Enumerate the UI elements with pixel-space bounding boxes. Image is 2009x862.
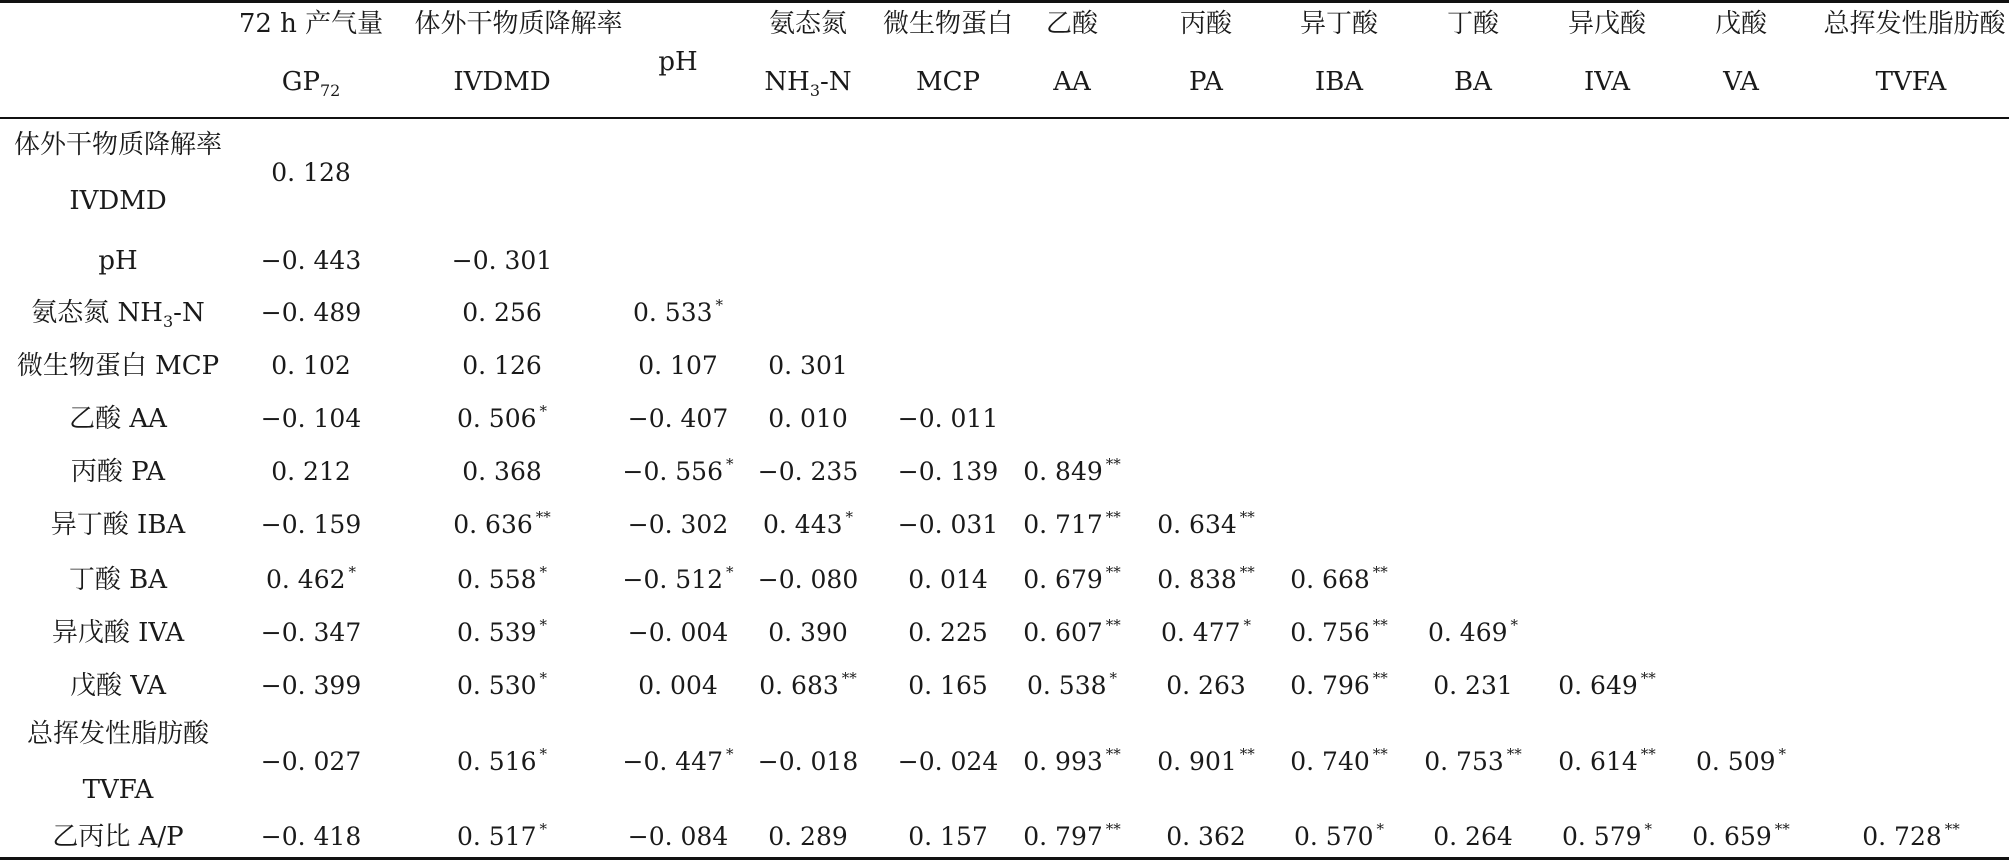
table-cell <box>422 616 582 650</box>
significance-mark: * <box>715 296 724 314</box>
cell-value: 0. 264 <box>1433 822 1513 851</box>
table-cell <box>231 563 391 597</box>
cell-value: −0. 347 <box>260 618 362 647</box>
row-label-tail: -N <box>173 298 205 328</box>
row-label <box>0 117 236 229</box>
column-header-abbr <box>1654 68 1829 96</box>
cell-value: −0. 399 <box>260 671 362 700</box>
table-cell <box>1259 563 1419 597</box>
cell-value: 0. 530 <box>456 671 537 700</box>
cell-value: 0. 225 <box>908 618 988 647</box>
cell-value: 0. 301 <box>768 351 848 380</box>
table-cell <box>422 508 582 542</box>
table-cell <box>231 672 391 700</box>
significance-mark: * <box>539 402 548 420</box>
table-cell <box>992 455 1152 489</box>
significance-mark: ** <box>1372 669 1388 687</box>
cell-value: 0. 165 <box>908 671 988 700</box>
column-header-zh: 乙酸 <box>1045 9 1098 39</box>
significance-mark: ** <box>1774 820 1790 838</box>
row-label-abbr: IVDMD <box>69 186 167 216</box>
table-cell <box>231 352 391 380</box>
column-abbr-text: IVA <box>1583 67 1631 97</box>
header-rule <box>0 117 2009 119</box>
table-cell <box>422 247 582 275</box>
row-label: 异丁酸 IBA <box>50 510 186 540</box>
table-cell <box>422 352 582 380</box>
row-label <box>0 299 236 336</box>
cell-value: −0. 302 <box>627 510 729 539</box>
column-abbr-text: TVFA <box>1875 67 1947 97</box>
cell-value: −0. 447 <box>622 747 723 776</box>
column-header-abbr <box>224 68 399 105</box>
row-label: pH <box>98 246 138 276</box>
table-cell <box>728 458 888 486</box>
cell-value: 0. 570 <box>1293 822 1374 851</box>
cell-value: 0. 679 <box>1023 565 1103 594</box>
cell-value: −0. 004 <box>627 618 729 647</box>
cell-value: 0. 558 <box>456 565 537 594</box>
cell-value: −0. 489 <box>260 298 362 327</box>
column-header-zh: 体外干物质降解率 <box>414 9 623 39</box>
column-abbr-text: VA <box>1723 67 1759 97</box>
row-label: 乙酸 AA <box>69 404 167 434</box>
table-cell <box>728 619 888 647</box>
cell-value: 0. 443 <box>762 510 843 539</box>
significance-mark: * <box>1778 745 1787 763</box>
row-label: 丙酸 PA <box>70 457 166 487</box>
cell-value: 0. 289 <box>768 822 848 851</box>
cell-value: −0. 443 <box>260 246 362 275</box>
table-cell <box>231 299 391 327</box>
significance-mark: * <box>539 669 548 687</box>
cell-value: 0. 477 <box>1160 618 1241 647</box>
significance-mark: ** <box>1105 616 1121 634</box>
column-header <box>224 10 399 110</box>
cell-value: 0. 901 <box>1157 747 1237 776</box>
significance-mark: ** <box>1944 820 1960 838</box>
cell-value: −0. 512 <box>622 565 723 594</box>
cell-value: 0. 849 <box>1023 457 1103 486</box>
top-rule <box>0 0 2009 3</box>
table-cell <box>231 405 391 433</box>
row-label: 异戊酸 IVA <box>51 618 185 648</box>
cell-value: 0. 362 <box>1166 822 1246 851</box>
significance-mark: ** <box>1506 745 1522 763</box>
table-cell <box>728 566 888 594</box>
significance-mark: ** <box>1640 745 1656 763</box>
cell-value: 0. 659 <box>1692 822 1772 851</box>
row-label-zh: 体外干物质降解率 <box>13 130 222 160</box>
significance-mark: * <box>725 745 734 763</box>
bottom-rule <box>0 857 2009 860</box>
column-header <box>1823 9 2006 110</box>
table-cell <box>728 669 888 703</box>
cell-value: 0. 107 <box>638 351 718 380</box>
cell-value: 0. 126 <box>462 351 542 380</box>
significance-mark: * <box>539 820 548 838</box>
column-header-zh: 氨态氮 <box>768 9 847 39</box>
cell-value: 0. 212 <box>271 457 351 486</box>
significance-mark: * <box>348 563 357 581</box>
row-label: 戊酸 VA <box>69 671 167 701</box>
cell-value: 0. 516 <box>456 747 537 776</box>
column-abbr-text: BA <box>1454 67 1492 97</box>
cell-value: −0. 011 <box>897 404 999 433</box>
row-label-abbr: TVFA <box>82 775 154 805</box>
table-cell <box>1126 508 1286 542</box>
cell-value: 0. 993 <box>1023 747 1103 776</box>
table-cell <box>1661 820 1821 854</box>
significance-mark: * <box>539 616 548 634</box>
column-header-zh: 丁酸 <box>1446 9 1499 39</box>
table-cell <box>231 458 391 486</box>
cell-value: −0. 159 <box>260 510 362 539</box>
significance-mark: * <box>1243 616 1252 634</box>
significance-mark: ** <box>1105 563 1121 581</box>
table-cell <box>1527 669 1687 703</box>
column-header <box>414 9 623 110</box>
table-cell <box>728 508 888 542</box>
table-cell <box>231 823 391 851</box>
cell-value: 0. 462 <box>265 565 346 594</box>
cell-value: 0. 649 <box>1558 671 1638 700</box>
column-header-abbr <box>1824 68 1999 96</box>
cell-value: 0. 102 <box>271 351 351 380</box>
table-cell <box>231 511 391 539</box>
significance-mark: ** <box>1640 669 1656 687</box>
significance-mark: ** <box>1239 745 1255 763</box>
cell-value: 0. 390 <box>768 618 848 647</box>
table-cell <box>231 247 391 275</box>
cell-value: −0. 018 <box>757 747 859 776</box>
cell-value: 0. 634 <box>1157 510 1237 539</box>
cell-value: 0. 263 <box>1166 671 1246 700</box>
row-label: 乙丙比 A/P <box>52 822 184 852</box>
significance-mark: ** <box>1239 563 1255 581</box>
column-abbr-text: IVDMD <box>453 67 551 97</box>
cell-value: 0. 614 <box>1558 747 1638 776</box>
cell-value: 0. 668 <box>1290 565 1370 594</box>
cell-value: −0. 407 <box>627 404 729 433</box>
cell-value: 0. 579 <box>1561 822 1642 851</box>
table-cell <box>422 745 582 779</box>
table-cell <box>1393 616 1553 650</box>
table-cell <box>231 748 391 776</box>
table-cell <box>231 619 391 647</box>
cell-value: 0. 509 <box>1695 747 1776 776</box>
cell-value: 0. 010 <box>768 404 848 433</box>
column-header <box>1654 10 1829 110</box>
significance-mark: * <box>539 745 548 763</box>
cell-value: −0. 104 <box>260 404 362 433</box>
cell-value: 0. 157 <box>908 822 988 851</box>
column-header-abbr <box>415 68 590 96</box>
column-abbr-tail: -N <box>820 67 852 97</box>
cell-value: 0. 636 <box>453 510 533 539</box>
cell-value: −0. 080 <box>757 565 859 594</box>
row-label-subscript: 3 <box>162 312 174 332</box>
significance-mark: ** <box>1105 455 1121 473</box>
cell-value: 0. 014 <box>908 565 988 594</box>
table-cell <box>422 402 582 436</box>
cell-value: −0. 027 <box>260 747 362 776</box>
cell-value: 0. 796 <box>1290 671 1370 700</box>
cell-value: −0. 084 <box>627 822 729 851</box>
row-label: 丁酸 BA <box>68 565 168 595</box>
significance-mark: * <box>845 508 854 526</box>
column-header-zh: 异戊酸 <box>1567 9 1646 39</box>
significance-mark: * <box>1376 820 1385 838</box>
significance-mark: * <box>1644 820 1653 838</box>
cell-value: −0. 301 <box>451 246 553 275</box>
table-cell <box>728 405 888 433</box>
column-abbr-subscript: 72 <box>319 81 341 101</box>
cell-value: −0. 139 <box>897 457 999 486</box>
column-abbr-subscript: 3 <box>809 81 821 101</box>
cell-value: 0. 231 <box>1433 671 1513 700</box>
column-abbr-text: GP <box>281 67 320 97</box>
cell-value: 0. 538 <box>1026 671 1107 700</box>
cell-value: 0. 683 <box>759 671 839 700</box>
significance-mark: ** <box>1372 745 1388 763</box>
cell-value: −0. 031 <box>897 510 999 539</box>
significance-mark: * <box>539 563 548 581</box>
table-cell <box>422 563 582 597</box>
cell-value: 0. 797 <box>1023 822 1103 851</box>
cell-value: 0. 753 <box>1424 747 1504 776</box>
significance-mark: ** <box>1372 616 1388 634</box>
table-cell <box>231 159 391 187</box>
column-header-zh: 丙酸 <box>1179 9 1232 39</box>
cell-value: −0. 556 <box>622 457 723 486</box>
row-label <box>0 706 236 818</box>
column-header-zh: 微生物蛋白 <box>882 9 1013 39</box>
column-abbr-text: PA <box>1189 67 1223 97</box>
significance-mark: ** <box>1372 563 1388 581</box>
table-cell <box>422 669 582 703</box>
significance-mark: ** <box>535 508 551 526</box>
significance-mark: ** <box>1105 508 1121 526</box>
column-header-zh: 总挥发性脂肪酸 <box>1823 9 2006 39</box>
column-abbr-text: MCP <box>915 67 980 97</box>
cell-value: 0. 539 <box>456 618 537 647</box>
cell-value: 0. 717 <box>1023 510 1103 539</box>
cell-value: 0. 740 <box>1290 747 1370 776</box>
significance-mark: * <box>1510 616 1519 634</box>
table-cell <box>1661 745 1821 779</box>
column-abbr-text: AA <box>1053 67 1091 97</box>
significance-mark: ** <box>841 669 857 687</box>
table-cell <box>422 820 582 854</box>
cell-value: 0. 838 <box>1157 565 1237 594</box>
table-cell <box>868 405 1028 433</box>
column-header-abbr: pH <box>658 47 698 77</box>
cell-value: 0. 533 <box>632 298 713 327</box>
cell-value: 0. 256 <box>462 298 542 327</box>
column-header-zh: 72 h 产气量 <box>238 9 384 39</box>
table-cell <box>422 458 582 486</box>
significance-mark: * <box>725 563 734 581</box>
cell-value: 0. 517 <box>456 822 537 851</box>
cell-value: −0. 418 <box>260 822 362 851</box>
significance-mark: ** <box>1105 745 1121 763</box>
table-cell <box>598 296 758 330</box>
significance-mark: ** <box>1239 508 1255 526</box>
cell-value: −0. 024 <box>897 747 999 776</box>
cell-value: 0. 128 <box>271 158 351 187</box>
cell-value: 0. 607 <box>1023 618 1103 647</box>
cell-value: −0. 235 <box>757 457 859 486</box>
column-header-zh: 戊酸 <box>1714 9 1767 39</box>
column-abbr-text: NH <box>764 67 810 97</box>
column-abbr-text: IBA <box>1314 67 1364 97</box>
row-label-text: 氨态氮 NH <box>31 298 163 328</box>
table-cell <box>728 352 888 380</box>
row-label-zh: 总挥发性脂肪酸 <box>26 719 209 749</box>
row-label: 微生物蛋白 MCP <box>16 351 220 381</box>
significance-mark: * <box>1109 669 1118 687</box>
cell-value: 0. 506 <box>456 404 537 433</box>
table-cell <box>1831 820 1991 854</box>
significance-mark: * <box>725 455 734 473</box>
column-header-zh: 异丁酸 <box>1299 9 1378 39</box>
table-cell <box>728 748 888 776</box>
cell-value: 0. 004 <box>638 671 718 700</box>
table-cell <box>728 823 888 851</box>
cell-value: 0. 728 <box>1862 822 1942 851</box>
significance-mark: ** <box>1105 820 1121 838</box>
cell-value: 0. 469 <box>1427 618 1508 647</box>
cell-value: 0. 368 <box>462 457 542 486</box>
table-cell <box>422 299 582 327</box>
cell-value: 0. 756 <box>1290 618 1370 647</box>
